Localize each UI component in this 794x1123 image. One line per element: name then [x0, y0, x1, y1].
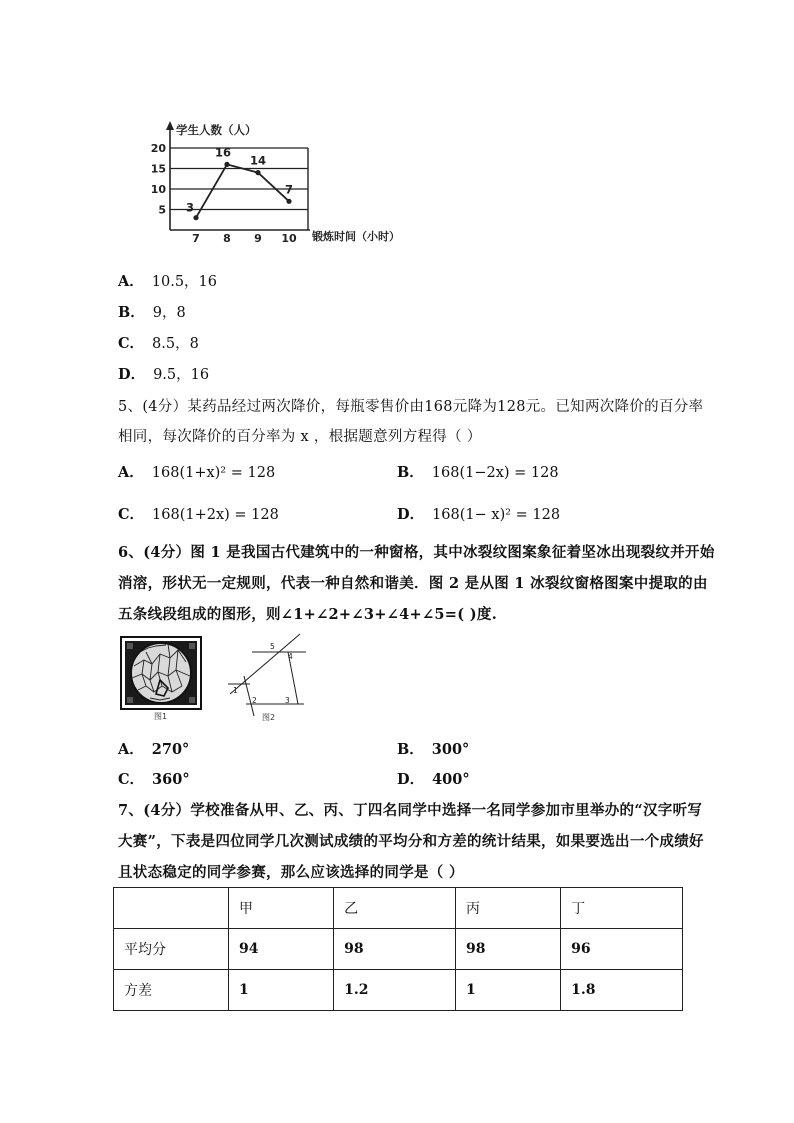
x-tick-label: 10	[281, 232, 297, 245]
table-header-cell: 乙	[334, 888, 456, 929]
option-text: 10.5，16	[151, 274, 218, 290]
table-header-cell: 甲	[229, 888, 334, 929]
x-tick-label: 9	[254, 232, 262, 245]
pentagon-angles-figure	[222, 632, 314, 724]
option-letter: C．	[118, 335, 145, 352]
q6-stem-line3: 五条线段组成的图形，则∠1+∠2+∠3+∠4+∠5=( )度.	[118, 606, 498, 623]
x-tick-label: 7	[192, 232, 200, 245]
y-tick-label: 15	[150, 162, 166, 176]
figure1-caption: 图1	[154, 712, 168, 721]
score-stats-table	[113, 887, 683, 1011]
data-point	[224, 162, 229, 167]
q7-stem-line1: 7、(4分）学校准备从甲、乙、丙、丁四名同学中选择一名同学参加市里举办的“汉字听写	[118, 802, 703, 819]
option-text: 270°	[151, 741, 190, 758]
option-letter: B．	[118, 304, 145, 321]
q6-stem-line2: 消溶，形状无一定规则，代表一种自然和谐美．图 2 是从图 1 冰裂纹窗格图案中提取的由	[118, 575, 708, 592]
q5-option-c	[118, 503, 279, 524]
option-text: 168(1+2x) = 128	[152, 507, 279, 523]
table-row	[114, 929, 683, 970]
figure2-caption: 图2	[262, 713, 276, 722]
table-cell: 94	[229, 929, 334, 970]
data-point	[286, 199, 291, 204]
option-text: 400°	[432, 771, 470, 788]
q5-stem-line2: 相同，每次降价的百分率为 x ，根据题意列方程得（ ）	[118, 429, 482, 445]
data-label: 3	[185, 200, 195, 215]
table-row-label: 平均分	[114, 929, 229, 970]
y-tick-label: 20	[150, 142, 166, 155]
data-point	[193, 215, 198, 220]
angle-label-5: 5	[270, 642, 275, 651]
y-tick-label: 5	[158, 203, 166, 217]
q4-option-c	[118, 332, 199, 353]
q7-stem-line2: 大赛”，下表是四位同学几次测试成绩的平均分和方差的统计结果，如果要选出一个成绩好	[118, 833, 704, 850]
q6-option-a	[118, 738, 189, 759]
table-cell: 98	[334, 929, 456, 970]
x-axis-title: 锻炼时间（小时）	[312, 230, 400, 243]
option-text: 168(1−2x) = 128	[431, 465, 559, 481]
data-label: 14	[249, 153, 267, 168]
q6-option-b	[397, 738, 469, 759]
q5-option-a	[118, 461, 275, 482]
angle-label-2: 2	[252, 696, 257, 705]
option-letter: B．	[397, 741, 424, 758]
table-cell: 96	[561, 929, 683, 970]
option-text: 168(1+x)² = 128	[151, 465, 276, 481]
q6-option-d	[397, 768, 470, 789]
table-header-cell: 丙	[455, 888, 560, 929]
ice-crack-window-figure	[120, 636, 204, 722]
q4-option-a	[118, 270, 217, 291]
table-header-row	[114, 888, 683, 929]
table-row	[114, 970, 683, 1011]
q6-option-c	[118, 768, 190, 789]
table-cell: 1	[229, 970, 334, 1011]
q4-option-b	[118, 301, 186, 322]
option-letter: D．	[118, 366, 146, 383]
y-axis-arrow	[166, 121, 174, 130]
table-cell: 1	[455, 970, 560, 1011]
angle-label-4: 4	[288, 652, 293, 661]
option-letter: D．	[397, 506, 425, 523]
q5-option-b	[397, 461, 559, 482]
y-axis-title: 学生人数（人）	[176, 123, 257, 137]
option-text: 168(1− x)² = 128	[432, 507, 561, 523]
y-tick-label: 10	[150, 183, 166, 196]
data-point	[255, 170, 260, 175]
option-letter: A．	[118, 273, 144, 290]
option-letter: A．	[118, 464, 144, 481]
line-chart	[140, 118, 410, 250]
table-cell: 1.8	[561, 970, 683, 1011]
option-letter: B．	[397, 464, 424, 481]
angle-label-3: 3	[285, 696, 290, 705]
q5-option-d	[397, 503, 560, 524]
data-label: 16	[214, 145, 232, 160]
angle-label-1: 1	[233, 686, 238, 695]
option-text: 360°	[152, 771, 190, 788]
option-text: 9.5，16	[153, 367, 210, 383]
table-cell: 1.2	[334, 970, 456, 1011]
data-label: 7	[284, 182, 294, 197]
option-text: 9，8	[152, 305, 186, 321]
table-header-cell: 丁	[561, 888, 683, 929]
table-row-label: 方差	[114, 970, 229, 1011]
option-letter: A．	[118, 741, 144, 758]
q7-stem-line3: 且状态稳定的同学参赛，那么应该选择的同学是（ ）	[118, 864, 464, 881]
q5-stem-line1: 5、(4分）某药品经过两次降价，每瓶零售价由168元降为128元。已知两次降价的百分率	[118, 399, 704, 415]
option-letter: C．	[118, 506, 145, 523]
x-tick-label: 8	[223, 232, 231, 245]
table-cell: 98	[455, 929, 560, 970]
q4-option-d	[118, 363, 209, 384]
option-letter: D．	[397, 771, 425, 788]
option-text: 8.5，8	[152, 336, 199, 352]
table-header-cell	[114, 888, 229, 929]
option-letter: C．	[118, 771, 145, 788]
q6-stem-line1: 6、(4分）图 1 是我国古代建筑中的一种窗格，其中冰裂纹图案象征着坚冰出现裂纹并开始	[118, 544, 715, 561]
option-text: 300°	[431, 741, 470, 758]
